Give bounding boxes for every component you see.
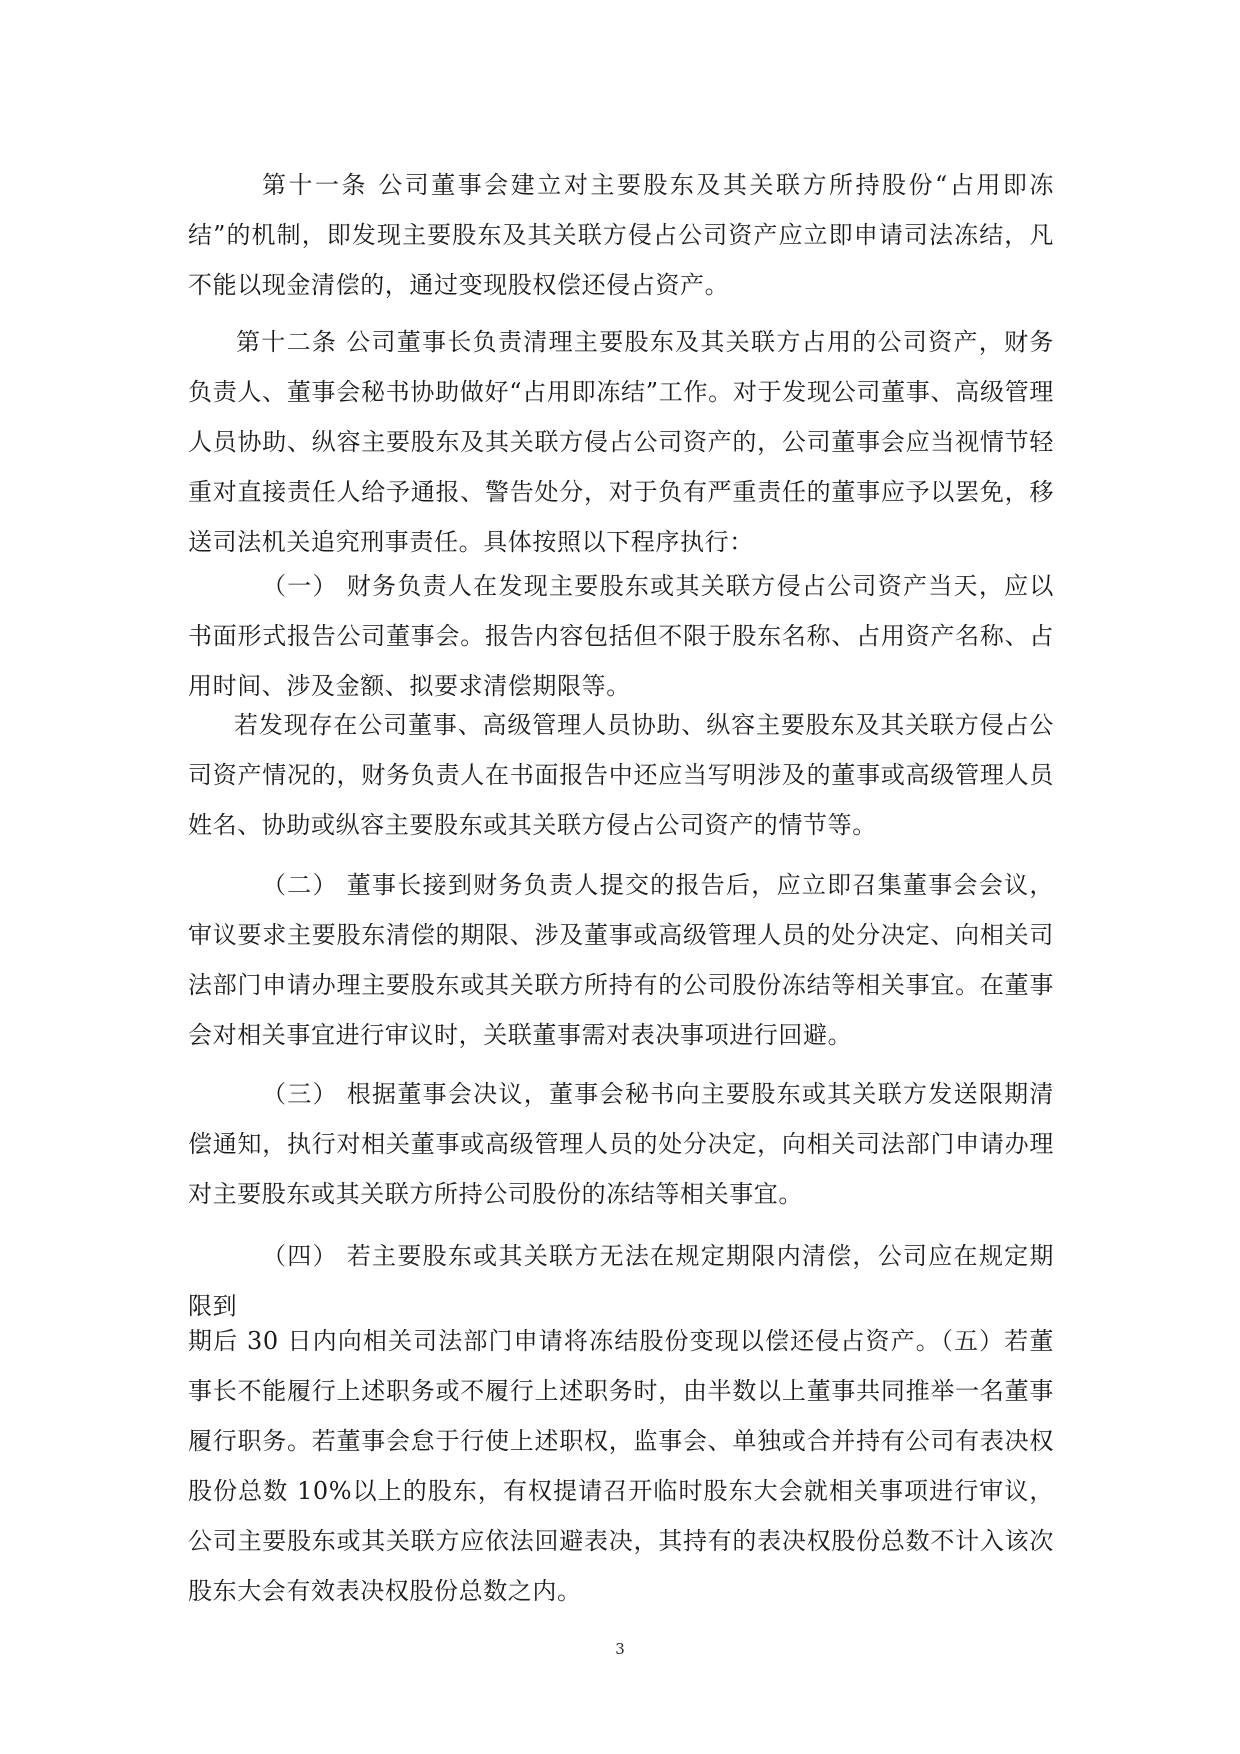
paragraph-item-2: （二） 董事长接到财务负责人提交的报告后，应立即召集董事会会议，审议要求主要股东清偿的期限、涉及董事或高级管理人员的处分决定、向相关司法部门申请办理主要股东或其关联方所持有的公司股份冻结等相关事宜。在董事会对相关事宜进行审议时，关联董事需对表决事项进行回避。 bbox=[188, 871, 1054, 1049]
paragraph-item-4-part2: 期后 30 日内向相关司法部门申请将冻结股份变现以偿还侵占资产。（五）若董事长不能履行上述职务或不履行上述职务时，由半数以上董事共同推举一名董事履行职务。若董事会怠于行使上述职权，监事会、单独或合并持有公司有表决权股份总数 10%以上的股东，有权提请召开临时股东大会就相关事项进行审议，公司主要股东或其关联方应依法回避表决，其持有的表决权股份总数不计入该次股东大会有效表决权股份总数之内。 bbox=[188, 1327, 1054, 1605]
paragraph-item-1-supplement: 若发现存在公司董事、高级管理人员协助、纵容主要股东及其关联方侵占公司资产情况的，财务负责人在书面报告中还应当写明涉及的董事或高级管理人员姓名、协助或纵容主要股东或其关联方侵占公司资产的情节等。 bbox=[188, 711, 1054, 839]
paragraph-article-12: 第十二条 公司董事长负责清理主要股东及其关联方占用的公司资产，财务负责人、董事会秘书协助做好“占用即冻结”工作。对于发现公司董事、高级管理人员协助、纵容主要股东及其关联方侵占公司资产的，公司董事会应当视情节轻重对直接责任人给予通报、警告处分，对于负有严重责任的董事应予以罢免，移送司法机关追究刑事责任。具体按照以下程序执行： bbox=[188, 328, 1054, 556]
paragraph-item-4-part1: （四） 若主要股东或其关联方无法在规定期限内清偿，公司应在规定期限到 bbox=[188, 1242, 1054, 1320]
paragraph-item-3: （三） 根据董事会决议，董事会秘书向主要股东或其关联方发送限期清偿通知，执行对相关董事或高级管理人员的处分决定，向相关司法部门申请办理对主要股东或其关联方所持公司股份的冻结等相关事宜。 bbox=[188, 1080, 1054, 1208]
page-number: 3 bbox=[615, 1640, 625, 1658]
paragraph-item-1: （一） 财务负责人在发现主要股东或其关联方侵占公司资产当天，应以书面形式报告公司董事会。报告内容包括但不限于股东名称、占用资产名称、占用时间、涉及金额、拟要求清偿期限等。 bbox=[188, 572, 1054, 700]
paragraph-article-11: 第十一条 公司董事会建立对主要股东及其关联方所持股份“占用即冻结”的机制，即发现主要股东及其关联方侵占公司资产应立即申请司法冻结，凡不能以现金清偿的，通过变现股权偿还侵占资产。 bbox=[188, 171, 1054, 299]
